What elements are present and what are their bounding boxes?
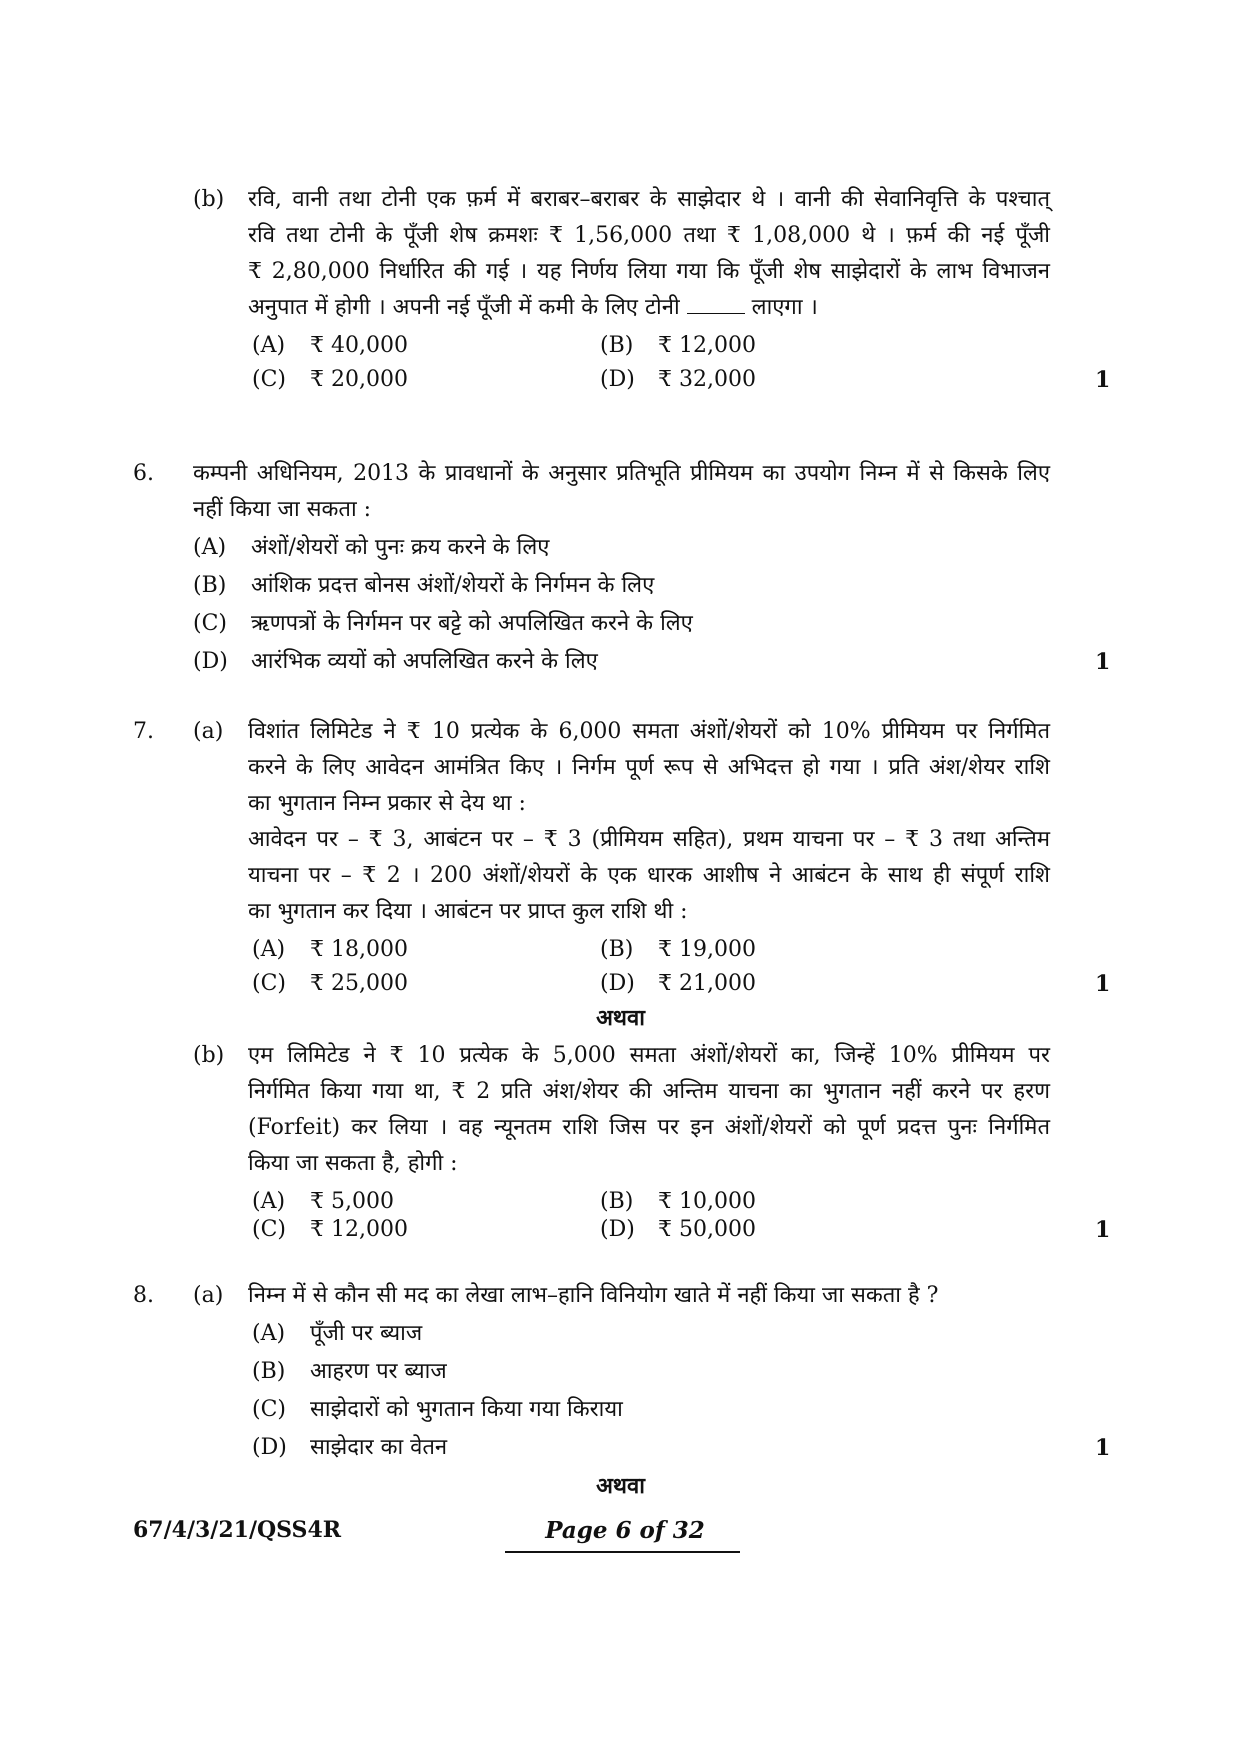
q7a-line-6: का भुगतान कर दिया । आबंटन पर प्राप्त कुल राशि थी : <box>248 899 688 924</box>
q6-line-2: नहीं किया जा सकता : <box>193 497 372 522</box>
q7a-option-b: (B) ₹ 19,000 <box>600 937 756 962</box>
q8a-marks: 1 <box>1095 1435 1111 1461</box>
q7a-label: (a) <box>193 719 224 744</box>
q6-option-a: (A) अंशों/शेयरों को पुनः क्रय करने के लिए <box>193 535 550 560</box>
q5b-option-d: (D) ₹ 32,000 <box>600 367 756 392</box>
q6-option-b: (B) आंशिक प्रदत्त बोनस अंशों/शेयरों के निर्गमन के लिए <box>193 573 655 598</box>
q7a-option-a: (A) ₹ 18,000 <box>252 937 408 962</box>
q5b-label: (b) <box>193 187 225 212</box>
q7b-line-3: (Forfeit) कर लिया । वह न्यूनतम राशि जिस पर इन अंशों/शेयरों को पूर्ण प्रदत्त पुनः निर्गमित <box>248 1115 1050 1140</box>
q6-line-1: कम्पनी अधिनियम, 2013 के प्रावधानों के अनुसार प्रतिभूति प्रीमियम का उपयोग निम्न में से किसके लिए <box>193 461 1050 486</box>
q7a-option-d: (D) ₹ 21,000 <box>600 971 756 996</box>
q5b-option-a: (A) ₹ 40,000 <box>252 333 408 358</box>
q6-marks: 1 <box>1095 649 1111 675</box>
q7a-marks: 1 <box>1095 971 1111 997</box>
q8a-line-1: निम्न में से कौन सी मद का लेखा लाभ–हानि विनियोग खाते में नहीं किया जा सकता है ? <box>248 1283 939 1308</box>
q8a-option-c: (C) साझेदारों को भुगतान किया गया किराया <box>252 1397 623 1422</box>
q7a-line-1: विशांत लिमिटेड ने ₹ 10 प्रत्येक के 6,000 समता अंशों/शेयरों को 10% प्रीमियम पर निर्गमित <box>248 719 1050 744</box>
q7a-option-c: (C) ₹ 25,000 <box>252 971 408 996</box>
q8a-label: (a) <box>193 1283 224 1308</box>
q8-number: 8. <box>133 1283 154 1308</box>
answer-blank <box>687 295 745 314</box>
q5b-marks: 1 <box>1095 367 1111 393</box>
q7b-line-1: एम लिमिटेड ने ₹ 10 प्रत्येक के 5,000 समता अंशों/शेयरों का, जिन्हें 10% प्रीमियम पर <box>248 1043 1050 1068</box>
q8a-option-d: (D) साझेदार का वेतन <box>252 1435 448 1460</box>
q7b-option-c: (C) ₹ 12,000 <box>252 1217 408 1242</box>
q7a-line-3: का भुगतान निम्न प्रकार से देय था : <box>248 791 526 816</box>
q6-option-c: (C) ऋणपत्रों के निर्गमन पर बट्टे को अपलिखित करने के लिए <box>193 611 693 636</box>
q7-number: 7. <box>133 719 154 744</box>
q6-number: 6. <box>133 461 154 486</box>
q7b-option-b: (B) ₹ 10,000 <box>600 1189 756 1214</box>
q5b-line-1: रवि, वानी तथा टोनी एक फ़र्म में बराबर–बराबर के साझेदार थे । वानी की सेवानिवृत्ति के पश्चात् <box>248 187 1050 212</box>
q7b-option-d: (D) ₹ 50,000 <box>600 1217 756 1242</box>
q7b-label: (b) <box>193 1043 225 1068</box>
q7a-line-4: आवेदन पर – ₹ 3, आबंटन पर – ₹ 3 (प्रीमियम सहित), प्रथम याचना पर – ₹ 3 तथा अन्तिम <box>248 827 1050 852</box>
q7b-marks: 1 <box>1095 1217 1111 1243</box>
footer-underline <box>505 1551 740 1553</box>
q5b-line-3: ₹ 2,80,000 निर्धारित की गई । यह निर्णय लिया गया कि पूँजी शेष साझेदारों के लाभ विभाजन <box>248 259 1050 284</box>
q8a-option-b: (B) आहरण पर ब्याज <box>252 1359 447 1384</box>
q7a-line-2: करने के लिए आवेदन आमंत्रित किए । निर्गम पूर्ण रूप से अभिदत्त हो गया । प्रति अंश/शेयर राशि <box>248 755 1050 780</box>
q7a-line-5: याचना पर – ₹ 2 । 200 अंशों/शेयरों के एक धारक आशीष ने आबंटन के साथ ही संपूर्ण राशि <box>248 863 1050 888</box>
page-number: Page 6 of 32 <box>545 1517 705 1544</box>
q5b-line-4: अनुपात में होगी । अपनी नई पूँजी में कमी के लिए टोनी लाएगा । <box>248 295 818 320</box>
q5b-option-c: (C) ₹ 20,000 <box>252 367 408 392</box>
q7b-line-2: निर्गमित किया गया था, ₹ 2 प्रति अंश/शेयर की अन्तिम याचना का भुगतान नहीं करने पर हरण <box>248 1079 1050 1104</box>
q7b-option-a: (A) ₹ 5,000 <box>252 1189 394 1214</box>
or-separator-1: अथवा <box>596 1005 645 1031</box>
q5b-option-b: (B) ₹ 12,000 <box>600 333 756 358</box>
q5b-line-2: रवि तथा टोनी के पूँजी शेष क्रमशः ₹ 1,56,000 तथा ₹ 1,08,000 थे । फ़र्म की नई पूँजी <box>248 223 1050 248</box>
q6-option-d: (D) आरंभिक व्ययों को अपलिखित करने के लिए <box>193 649 598 674</box>
or-separator-2: अथवा <box>596 1473 645 1499</box>
q8a-option-a: (A) पूँजी पर ब्याज <box>252 1321 423 1346</box>
paper-code: 67/4/3/21/QSS4R <box>133 1517 342 1543</box>
q7b-line-4: किया जा सकता है, होगी : <box>248 1151 458 1176</box>
